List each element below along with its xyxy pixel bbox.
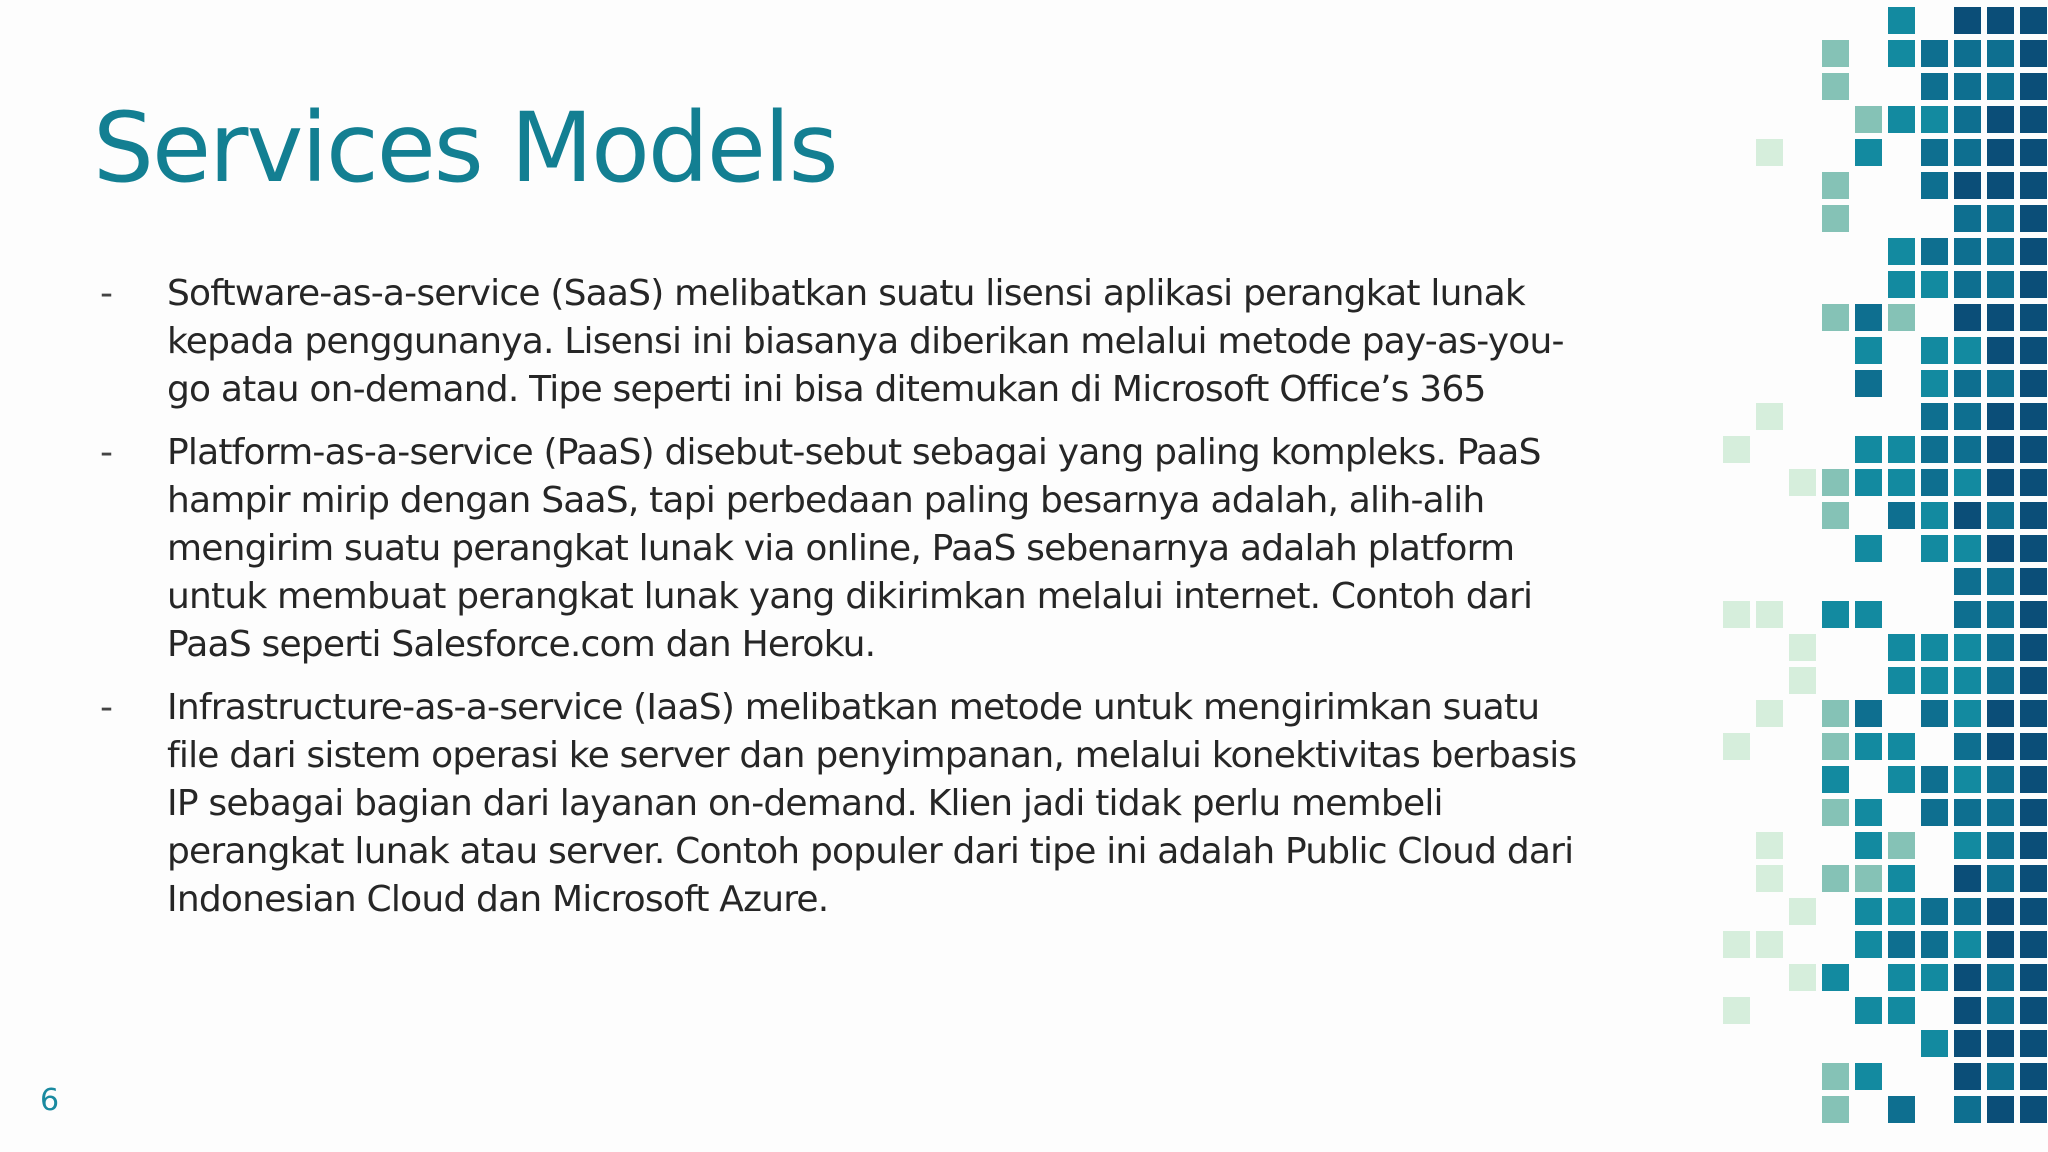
mosaic-tile (1987, 1096, 2014, 1123)
mosaic-tile (1888, 469, 1915, 496)
mosaic-tile (1756, 700, 1783, 727)
mosaic-tile (2020, 7, 2047, 34)
mosaic-tile (1921, 172, 1948, 199)
mosaic-tile (2020, 766, 2047, 793)
mosaic-tile (1822, 799, 1849, 826)
mosaic-tile (1987, 205, 2014, 232)
mosaic-tile (1855, 832, 1882, 859)
bullet-text: Infrastructure-as-a-service (IaaS) melibatkan metode untuk mengirimkan suatu file dari sistem operasi ke server dan penyimpanan, melalui konektivitas berbasis IP sebagai bagian dari layanan on-demand. Klien jadi tidak perlu membeli perangkat lunak atau server. Contoh populer dari tipe ini adalah Public Cloud dari Indonesian Cloud dan Microsoft Azure. (167, 687, 1577, 920)
mosaic-tile (1789, 898, 1816, 925)
mosaic-tile (1921, 766, 1948, 793)
mosaic-tile (1954, 733, 1981, 760)
mosaic-tile (1954, 832, 1981, 859)
mosaic-tile (2020, 436, 2047, 463)
bullet-marker: - (100, 273, 113, 314)
mosaic-tile (1954, 205, 1981, 232)
mosaic-tile (1954, 403, 1981, 430)
mosaic-tile (1954, 1096, 1981, 1123)
mosaic-tile (1954, 1030, 1981, 1057)
mosaic-tile (1954, 502, 1981, 529)
mosaic-tile (1888, 40, 1915, 67)
mosaic-tile (1987, 931, 2014, 958)
mosaic-tile (1855, 106, 1882, 133)
mosaic-tile (1954, 931, 1981, 958)
mosaic-tile (2020, 40, 2047, 67)
mosaic-tile (1921, 337, 1948, 364)
mosaic-tile (1987, 667, 2014, 694)
mosaic-tile (1921, 667, 1948, 694)
mosaic-tile (1954, 172, 1981, 199)
mosaic-tile (1954, 370, 1981, 397)
mosaic-tile (2020, 172, 2047, 199)
mosaic-tile (1987, 436, 2014, 463)
mosaic-tile (1756, 601, 1783, 628)
mosaic-tile (1822, 469, 1849, 496)
mosaic-tile (1987, 799, 2014, 826)
mosaic-tile (2020, 667, 2047, 694)
mosaic-tile (1987, 1030, 2014, 1057)
mosaic-tile (1789, 964, 1816, 991)
mosaic-tile (1987, 865, 2014, 892)
mosaic-tile (2020, 898, 2047, 925)
mosaic-tile (1921, 700, 1948, 727)
mosaic-tile (1954, 997, 1981, 1024)
mosaic-tile (2020, 304, 2047, 331)
mosaic-tile (1855, 931, 1882, 958)
mosaic-tile (1921, 238, 1948, 265)
mosaic-tile (2020, 865, 2047, 892)
mosaic-tile (1921, 898, 1948, 925)
mosaic-tile (1822, 73, 1849, 100)
mosaic-tile (1987, 634, 2014, 661)
mosaic-tile (1921, 535, 1948, 562)
mosaic-tile (1855, 865, 1882, 892)
mosaic-tile (1987, 766, 2014, 793)
mosaic-tile (1987, 832, 2014, 859)
mosaic-tile (1987, 172, 2014, 199)
mosaic-tile (1855, 1063, 1882, 1090)
bullet-marker: - (100, 687, 113, 728)
mosaic-tile (1921, 964, 1948, 991)
mosaic-tile (1756, 931, 1783, 958)
mosaic-tile (2020, 106, 2047, 133)
mosaic-tile (2020, 403, 2047, 430)
mosaic-tile (1789, 667, 1816, 694)
mosaic-tile (1954, 436, 1981, 463)
mosaic-tile (1822, 865, 1849, 892)
mosaic-tile (1954, 271, 1981, 298)
mosaic-tile (1723, 997, 1750, 1024)
mosaic-tile (1888, 634, 1915, 661)
slide-title: Services Models (93, 92, 837, 204)
mosaic-tile (2020, 205, 2047, 232)
mosaic-tile (1954, 799, 1981, 826)
mosaic-tile (1921, 436, 1948, 463)
mosaic-tile (1987, 601, 2014, 628)
mosaic-tile (1921, 502, 1948, 529)
mosaic-tile (1954, 469, 1981, 496)
mosaic-tile (1888, 997, 1915, 1024)
mosaic-tile (1855, 799, 1882, 826)
mosaic-tile (1987, 73, 2014, 100)
mosaic-tile (1987, 7, 2014, 34)
mosaic-tile (2020, 469, 2047, 496)
mosaic-tile (1987, 1063, 2014, 1090)
mosaic-tile (1822, 766, 1849, 793)
mosaic-tile (2020, 601, 2047, 628)
mosaic-tile (1855, 469, 1882, 496)
mosaic-tile (1723, 436, 1750, 463)
mosaic-tile (1987, 304, 2014, 331)
mosaic-tile (2020, 799, 2047, 826)
mosaic-tile (1822, 304, 1849, 331)
mosaic-tile (1954, 1063, 1981, 1090)
mosaic-tile (1888, 271, 1915, 298)
mosaic-tile (1954, 535, 1981, 562)
mosaic-tile (1822, 601, 1849, 628)
mosaic-tile (2020, 568, 2047, 595)
mosaic-tile (1987, 139, 2014, 166)
mosaic-tile (1888, 238, 1915, 265)
mosaic-tile (1954, 73, 1981, 100)
mosaic-tile (1954, 568, 1981, 595)
mosaic-tile (1888, 1096, 1915, 1123)
mosaic-tile (1921, 73, 1948, 100)
mosaic-tile (1954, 337, 1981, 364)
mosaic-tile (1987, 997, 2014, 1024)
mosaic-tile (2020, 337, 2047, 364)
mosaic-tile (1756, 403, 1783, 430)
mosaic-tile (1954, 238, 1981, 265)
mosaic-tile (1921, 403, 1948, 430)
mosaic-tile (1888, 502, 1915, 529)
mosaic-tile (1987, 238, 2014, 265)
mosaic-tile (2020, 238, 2047, 265)
mosaic-tile (1756, 865, 1783, 892)
mosaic-tile (1756, 139, 1783, 166)
mosaic-tile (1921, 40, 1948, 67)
mosaic-tile (1822, 40, 1849, 67)
mosaic-tile (1987, 898, 2014, 925)
mosaic-tile (1888, 733, 1915, 760)
page-number: 6 (40, 1083, 60, 1118)
mosaic-tile (1954, 139, 1981, 166)
mosaic-tile (1855, 370, 1882, 397)
mosaic-tile (2020, 733, 2047, 760)
mosaic-tile (1723, 931, 1750, 958)
mosaic-tile (1822, 1096, 1849, 1123)
mosaic-tile (1888, 106, 1915, 133)
mosaic-tile (1921, 370, 1948, 397)
mosaic-tile (1921, 1030, 1948, 1057)
bullet-text: Platform-as-a-service (PaaS) disebut-sebut sebagai yang paling kompleks. PaaS hampir mirip dengan SaaS, tapi perbedaan paling besarnya adalah, alih-alih mengirim suatu perangkat lunak via online, PaaS sebenarnya adalah platform untuk membuat perangkat lunak yang dikirimkan melalui internet. Contoh dari PaaS seperti Salesforce.com dan Heroku. (167, 432, 1541, 665)
mosaic-tile (2020, 535, 2047, 562)
mosaic-tile (2020, 271, 2047, 298)
mosaic-tile (1822, 172, 1849, 199)
mosaic-tile (1987, 502, 2014, 529)
mosaic-tile (1921, 271, 1948, 298)
mosaic-tile (1954, 634, 1981, 661)
mosaic-tile (1855, 304, 1882, 331)
mosaic-tile (1855, 436, 1882, 463)
mosaic-tile (1822, 733, 1849, 760)
mosaic-tile (1987, 535, 2014, 562)
bullet-marker: - (100, 432, 113, 473)
mosaic-tile (1888, 898, 1915, 925)
mosaic-tile (1789, 634, 1816, 661)
mosaic-tile (2020, 931, 2047, 958)
mosaic-tile (1888, 832, 1915, 859)
mosaic-tile (1987, 568, 2014, 595)
mosaic-tile (1855, 535, 1882, 562)
mosaic-tile (1921, 799, 1948, 826)
mosaic-tile (1855, 337, 1882, 364)
mosaic-tile (1855, 139, 1882, 166)
mosaic-tile (1987, 469, 2014, 496)
mosaic-tile (1987, 370, 2014, 397)
mosaic-tile (1954, 898, 1981, 925)
mosaic-tile (1822, 964, 1849, 991)
mosaic-tile (2020, 832, 2047, 859)
mosaic-tile (1888, 865, 1915, 892)
bullet-text: Software-as-a-service (SaaS) melibatkan suatu lisensi aplikasi perangkat lunak kepada penggunanya. Lisensi ini biasanya diberikan melalui metode pay-as-you-go atau on-demand. Tipe seperti ini bisa ditemukan di Microsoft Office’s 365 (167, 273, 1564, 410)
mosaic-tile (2020, 139, 2047, 166)
mosaic-tile (1855, 898, 1882, 925)
mosaic-tile (2020, 370, 2047, 397)
mosaic-tile (1723, 733, 1750, 760)
mosaic-tile (1987, 964, 2014, 991)
mosaic-tile (1888, 964, 1915, 991)
mosaic-tile (1954, 106, 1981, 133)
mosaic-tile (1789, 469, 1816, 496)
mosaic-tile (1987, 700, 2014, 727)
mosaic-tile (1888, 7, 1915, 34)
mosaic-tile (1954, 304, 1981, 331)
mosaic-tile (1921, 931, 1948, 958)
mosaic-tile (1954, 766, 1981, 793)
mosaic-tile (1888, 766, 1915, 793)
mosaic-tile (1954, 667, 1981, 694)
mosaic-tile (1723, 601, 1750, 628)
mosaic-tile (1921, 106, 1948, 133)
mosaic-tile (1954, 700, 1981, 727)
mosaic-tile (1888, 304, 1915, 331)
mosaic-tile (1954, 865, 1981, 892)
mosaic-tile (1987, 271, 2014, 298)
mosaic-tile (1987, 40, 2014, 67)
mosaic-tile (1987, 106, 2014, 133)
mosaic-tile (1855, 733, 1882, 760)
mosaic-tile (1987, 337, 2014, 364)
mosaic-tile (1822, 700, 1849, 727)
mosaic-tile (2020, 1096, 2047, 1123)
mosaic-tile (1921, 634, 1948, 661)
mosaic-tile (1822, 1063, 1849, 1090)
mosaic-tile (2020, 1030, 2047, 1057)
mosaic-tile (1855, 997, 1882, 1024)
mosaic-tile (2020, 700, 2047, 727)
mosaic-tile (1822, 205, 1849, 232)
mosaic-tile (1888, 667, 1915, 694)
mosaic-tile (1822, 502, 1849, 529)
mosaic-tile (1855, 700, 1882, 727)
mosaic-tile (1888, 436, 1915, 463)
mosaic-tile (1855, 601, 1882, 628)
mosaic-tile (2020, 1063, 2047, 1090)
mosaic-tile (1954, 40, 1981, 67)
mosaic-tile (1987, 403, 2014, 430)
mosaic-tile (1954, 601, 1981, 628)
mosaic-tile (1987, 733, 2014, 760)
mosaic-tile (2020, 502, 2047, 529)
mosaic-tile (1756, 832, 1783, 859)
mosaic-tile (1954, 7, 1981, 34)
mosaic-tile (1921, 469, 1948, 496)
mosaic-tile (1954, 964, 1981, 991)
mosaic-tile (1888, 931, 1915, 958)
mosaic-tile (1921, 139, 1948, 166)
mosaic-tile (2020, 73, 2047, 100)
mosaic-tile (2020, 964, 2047, 991)
mosaic-tile (2020, 997, 2047, 1024)
mosaic-tile (2020, 634, 2047, 661)
